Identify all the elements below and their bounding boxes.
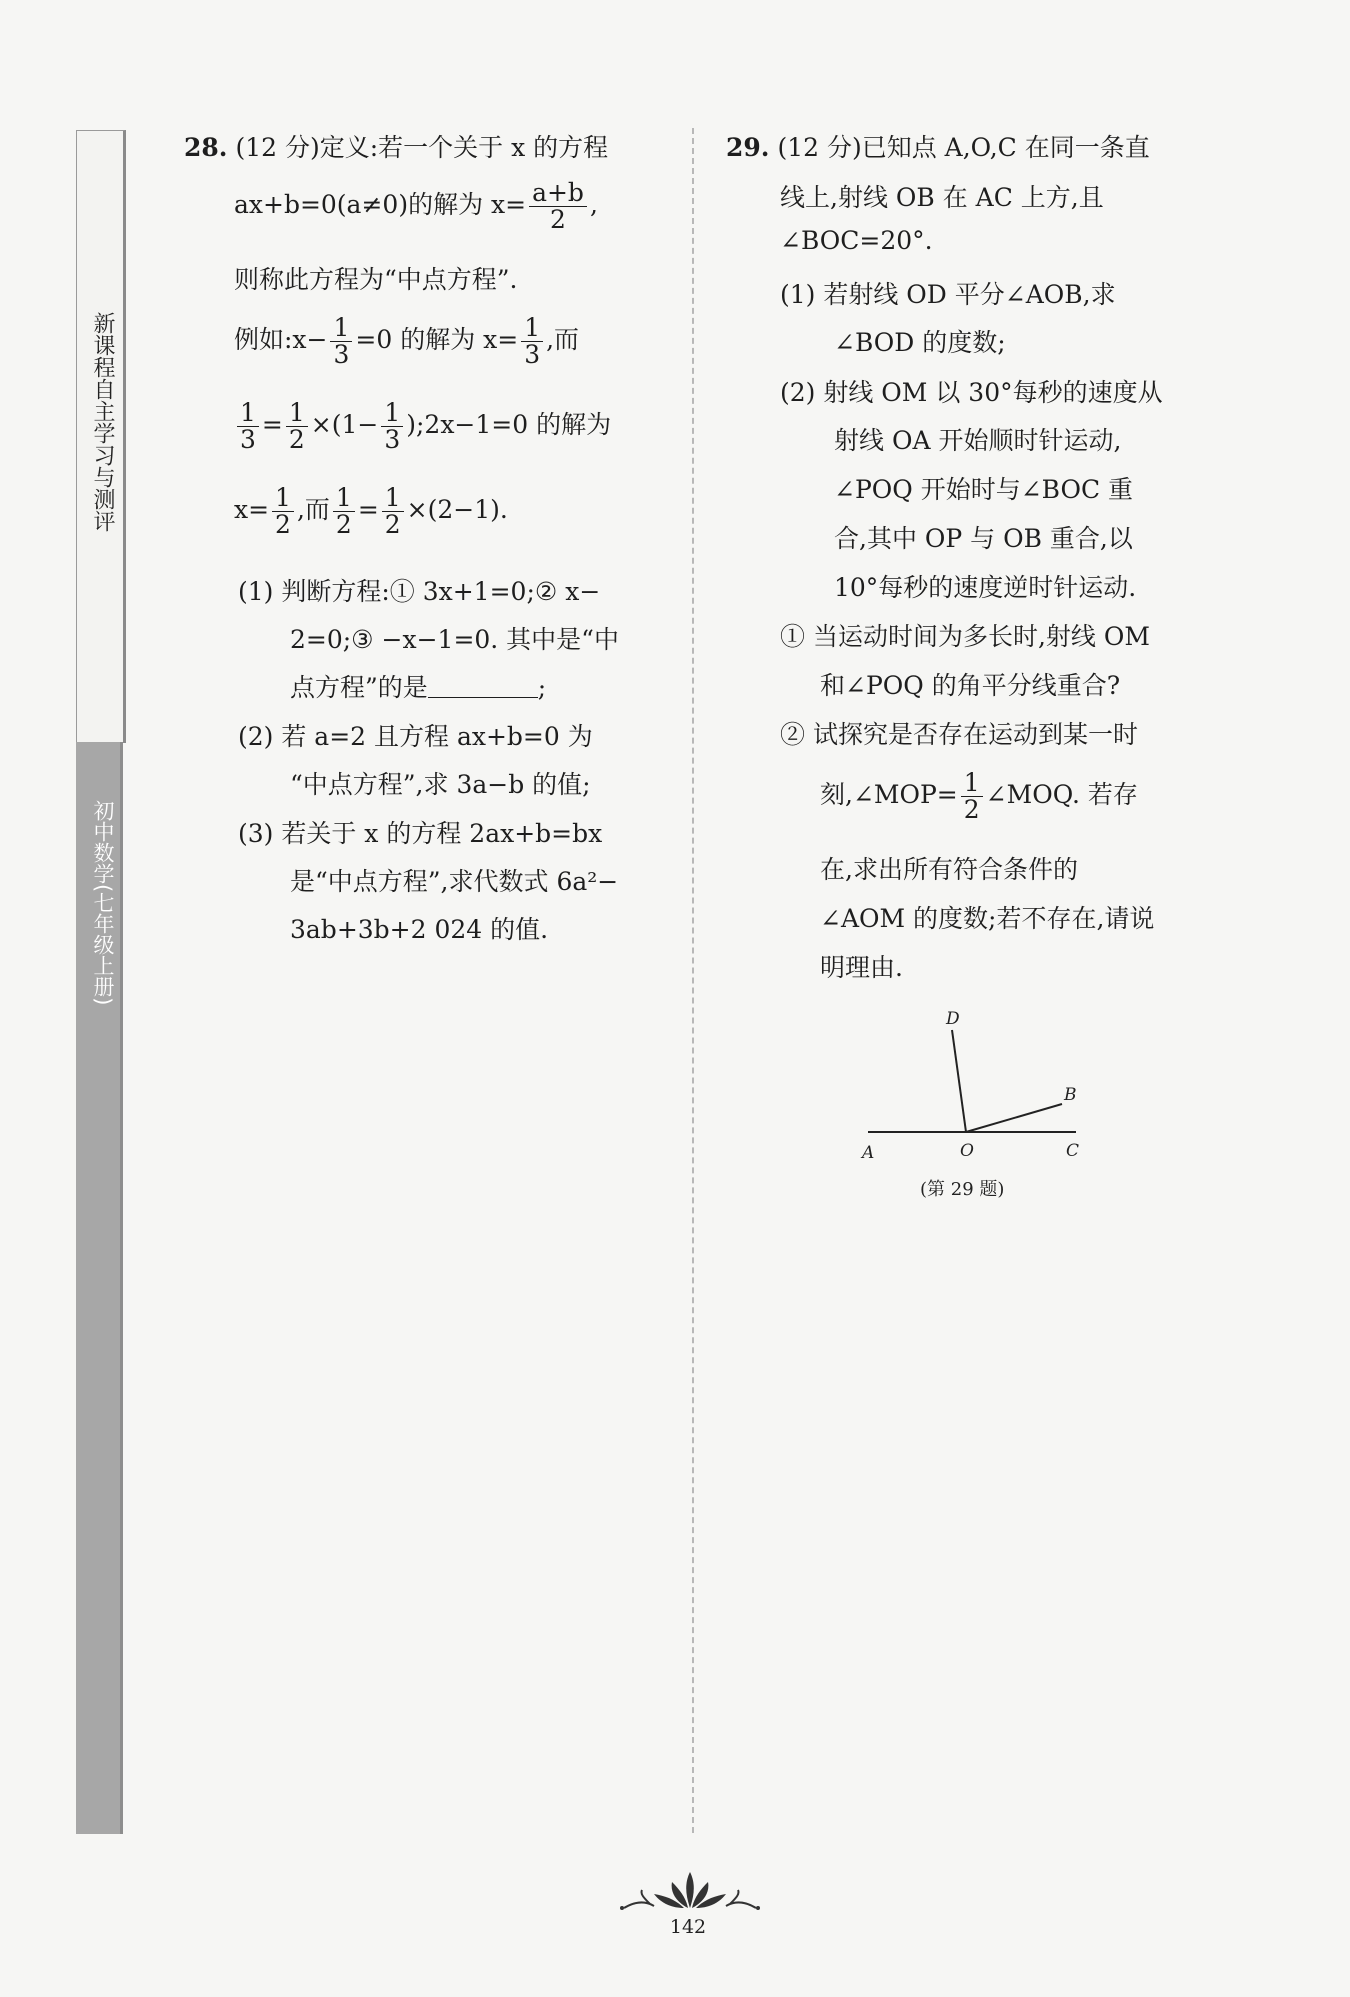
- q29-sub2-line-5: 明理由.: [820, 953, 903, 982]
- q28-number: 28.: [184, 133, 228, 162]
- label-b: B: [1064, 1085, 1077, 1105]
- label-o: O: [960, 1141, 974, 1161]
- q29-part2-line-1: (2) 射线 OM 以 30°每秒的速度从: [780, 378, 1163, 407]
- answer-blank: [428, 675, 538, 698]
- q28-example-line-2: $\frac{1}{3}$ = $\frac{1}{2}$ ×(1− $\frac{1}{3}$ );2x−1=0 的解为: [234, 400, 611, 453]
- q29-line-2: 线上,射线 OB 在 AC 上方,且: [780, 183, 1104, 212]
- q28-line-1: [184, 128, 608, 164]
- q29-sub1-line-1: ① 当运动时间为多长时,射线 OM: [780, 622, 1150, 651]
- q29-part1-line-2: ∠BOD 的度数;: [834, 328, 1006, 357]
- column-divider: [692, 128, 694, 1833]
- q29-sub2-line-2: 刻,∠MOP= $\frac{1}{2}$ ∠MOQ. 若存: [820, 768, 1138, 824]
- fraction: $\frac{1}{3}$: [237, 400, 259, 453]
- q29-sub2-line-4: ∠AOM 的度数;若不存在,请说: [820, 904, 1155, 933]
- q29-line-1: [726, 128, 1150, 164]
- q28-part2-line-2: “中点方程”,求 3a−b 的值;: [290, 770, 591, 799]
- leaf-ornament-icon: [610, 1868, 770, 1912]
- q28-example-line-1: 例如:x− $\frac{1}{3}$ =0 的解为 x= $\frac{1}{3}$ ,而: [234, 313, 580, 369]
- q28-part1-line-1: (1) 判断方程:① 3x+1=0;② x−: [238, 577, 601, 606]
- q28-part3-line-1: (3) 若关于 x 的方程 2ax+b=bx: [238, 819, 603, 848]
- fraction: $\frac{1}{3}$: [521, 315, 543, 368]
- q29-part1-line-1: (1) 若射线 OD 平分∠AOB,求: [780, 280, 1116, 309]
- q29-line-3: ∠BOC=20°.: [780, 226, 933, 255]
- q29-sub2-line-3: 在,求出所有符合条件的: [820, 855, 1078, 884]
- q29-number: 29.: [726, 133, 770, 162]
- series-title: 新课程自主学习与测评: [90, 312, 115, 532]
- fraction: $\frac{1}{2}$: [272, 485, 294, 538]
- label-a: A: [862, 1143, 875, 1163]
- label-c: C: [1066, 1141, 1080, 1161]
- q28-part1-line-3: 点方程”的是 ;: [290, 673, 547, 702]
- q29-sub1-line-2: 和∠POQ 的角平分线重合?: [820, 671, 1121, 700]
- fraction: $\frac{1}{2}$: [286, 400, 308, 453]
- q29-part2-line-3: ∠POQ 开始时与∠BOC 重: [834, 475, 1134, 504]
- q28-part3-line-3: 3ab+3b+2 024 的值.: [290, 915, 549, 944]
- q28-part3-line-2: 是“中点方程”,求代数式 6a²−: [290, 867, 619, 896]
- q28-example-line-3: x= $\frac{1}{2}$ ,而 $\frac{1}{2}$ = $\frac{1}{2}$ ×(2−1).: [234, 483, 508, 539]
- label-d: D: [946, 1009, 960, 1029]
- q28-part2-line-1: (2) 若 a=2 且方程 ax+b=0 为: [238, 722, 593, 751]
- subject-label: 初中数学(七年级上册): [91, 800, 115, 1006]
- angle-figure: [850, 1000, 1090, 1180]
- fraction: $\frac{1}{2}$: [961, 770, 983, 823]
- q29-part2-line-4: 合,其中 OP 与 OB 重合,以: [834, 524, 1133, 553]
- fraction: $\frac{1}{2}$: [333, 485, 355, 538]
- q28-line-2: ax+b=0(a≠0)的解为 x= $\frac{a+b}{2}$ ,: [234, 178, 598, 234]
- ray-ob: [966, 1104, 1062, 1132]
- ray-od: [952, 1030, 966, 1132]
- q28-line-3: 则称此方程为“中点方程”.: [234, 265, 518, 294]
- q29-sub2-line-1: ② 试探究是否存在运动到某一时: [780, 720, 1138, 749]
- q28-intro: (12 分)定义:若一个关于 x 的方程: [235, 133, 609, 162]
- figure-caption: (第 29 题): [920, 1179, 1005, 1200]
- fraction: $\frac{1}{3}$: [330, 315, 352, 368]
- q29-intro: (12 分)已知点 A,O,C 在同一条直: [777, 133, 1150, 162]
- fraction: $\frac{a+b}{2}$: [529, 180, 587, 233]
- fraction: $\frac{1}{3}$: [381, 400, 403, 453]
- fraction: $\frac{1}{2}$: [382, 485, 404, 538]
- q28-part1-line-2: 2=0;③ −x−1=0. 其中是“中: [290, 625, 619, 654]
- page-number: 142: [669, 1916, 707, 1938]
- q29-part2-line-5: 10°每秒的速度逆时针运动.: [834, 573, 1137, 602]
- q29-part2-line-2: 射线 OA 开始顺时针运动,: [834, 426, 1122, 455]
